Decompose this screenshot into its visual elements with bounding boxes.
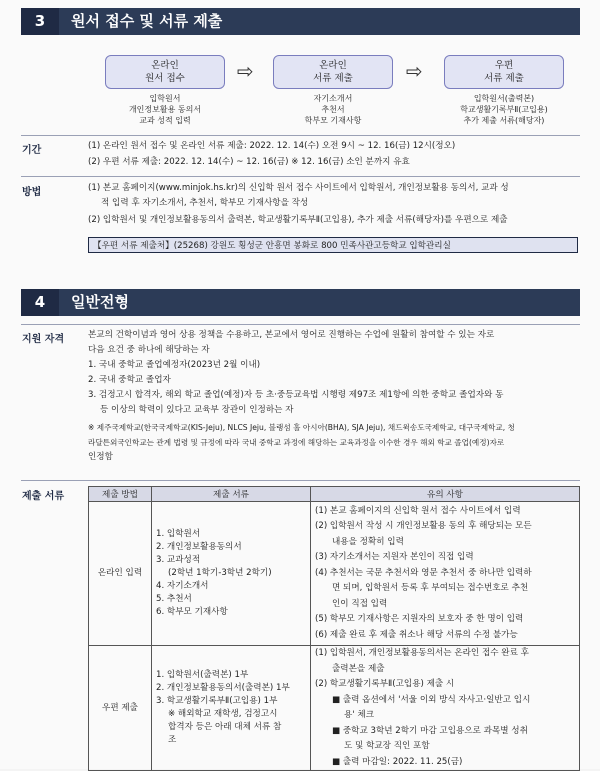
arrow-right-icon: ⇨ — [406, 59, 423, 83]
section-title: 일반전형 — [59, 289, 580, 316]
column-header: 제출 서류 — [152, 487, 311, 502]
section-number: 3 — [21, 8, 59, 35]
period-text: (1) 온라인 원서 접수 및 온라인 서류 제출: 2022. 12. 14(수) 오전 9시 ~ 12. 16(금) 12시(정오) (2) 우편 서류 제출: 2022. 12. 14(수) ~ 12. 16(금) ※ 12. 16(금) 소인 분까지 유효 — [88, 141, 456, 167]
method-cell: 온라인 입력 — [89, 502, 152, 646]
section-3-header — [21, 8, 580, 35]
flow-items: 입학원서 개인정보활용 동의서 교과 성적 입력 — [128, 94, 202, 125]
method-label: 방법 — [22, 187, 42, 198]
flow-step-online-application: 온라인 원서 접수 — [105, 55, 225, 89]
notes-cell: (1) 본교 홈페이지의 신입학 원서 접수 사이트에서 입력 (2) 입학원서 작성 시 개인정보활용 동의 후 해당되는 모든 내용을 정확히 입력 (3) 자기소개서는 지원자 본인이 직접 입력 (4) 추천서는 국문 추천서와 영문 추천서 중 하나만 입력하 면 되며, 입학원서 등록 후 부여되는 접수번호로 추천 인이 직접 입력 (5) 학부모 기재사항은 지원자의 보호자 중 한 명이 입력 (6) 제출 완료 후 제출 취소나 해당 서류의 수정 불가능 — [311, 502, 580, 646]
mail-address-box: 【우편 서류 제출처】(25268) 강원도 횡성군 안흥면 봉화로 800 민족사관고등학교 입학관리실 — [88, 237, 578, 253]
section-title: 원서 접수 및 서류 제출 — [59, 8, 580, 35]
column-header: 제출 방법 — [89, 487, 152, 502]
divider — [21, 176, 580, 177]
flow-items: 자기소개서 추천서 학부모 기재사항 — [304, 94, 362, 125]
table-header-row — [89, 487, 580, 502]
flow-step-mail-documents: 우편 서류 제출 — [444, 55, 564, 89]
notes-cell: (1) 입학원서, 개인정보활용동의서는 온라인 접수 완료 후 출력본을 제출 (2) 학교생활기록부Ⅱ(고입용) 제출 시 ■ 출력 옵션에서 '서울 이외 방식 자사고·일반고 입시 용' 체크 ■ 중학교 3학년 2학기 마감 고입용으로 과목별 성취 도 및 학교장 직인 포함 ■ 출력 마감일: 2022. 11. 25(금) — [311, 646, 580, 771]
column-header: 유의 사항 — [311, 487, 580, 502]
documents-table — [88, 486, 580, 771]
flow-step-online-documents: 온라인 서류 제출 — [273, 55, 393, 89]
table-row — [89, 646, 580, 771]
documents-cell: 1. 입학원서(출력본) 1부 2. 개인정보활용동의서(출력본) 1부 3. 학교생활기록부Ⅱ(고입용) 1부 ※ 해외학교 재학생, 검정고시 합격자 등은 아래 대체 서류 참 조 — [152, 646, 311, 771]
section-4-header — [21, 289, 580, 316]
qualification-label: 지원 자격 — [22, 334, 65, 345]
documents-cell: 1. 입학원서 2. 개인정보활용동의서 3. 교과성적 (2학년 1학기-3학년 2학기) 4. 자기소개서 5. 추천서 6. 학부모 기재사항 — [152, 502, 311, 646]
qualification-text: 본교의 건학이념과 영어 상용 정책을 수용하고, 본교에서 영어로 진행하는 수업에 원활히 참여할 수 있는 자로 다음 요건 중 하나에 해당하는 자 1. 국내 중학교 졸업예정자(2023년 2월 이내) 2. 국내 중학교 졸업자 3. 검정고시 합격자, 해외 학교 졸업(예정)자 등 초·중등교육법 시행령 제97조 제1항에 의한 중학교 졸업자와 동 등 이상의 학력이 있다고 교육부 장관이 인정하는 자 ※ 제주국제학교(한국국제학교(KIS-Jeju), NLCS Jeju, 블랭섬 홀 아시아(BHA), SJA Jeju), 채드윅송도국제학교, 대구국제학교, 청 라달튼외국인학교는 관계 법령 및 규정에 따라 국내 중학교 과정에 해당하는 교육과정을 이수한 경우 해외 학교 졸업(예정)자로 인정함 — [88, 330, 515, 462]
divider — [21, 480, 580, 481]
documents-label: 제출 서류 — [22, 491, 65, 502]
method-cell: 우편 제출 — [89, 646, 152, 771]
method-text: (1) 본교 홈페이지(www.minjok.hs.kr)의 신입학 원서 접수 사이트에서 입학원서, 개인정보활용 동의서, 교과 성 적 입력 후 자기소개서, 추천서, 학부모 기재사항을 작성 (2) 입학원서 및 개인정보활용동의서 출력본, 학교생활기록부Ⅱ(고입용), 추가 제출 서류(해당자)를 우편으로 제출 — [88, 183, 509, 225]
flow-items: 입학원서(출력본) 학교생활기록부Ⅱ(고입용) 추가 제출 서류(해당자) — [460, 94, 548, 125]
arrow-right-icon: ⇨ — [237, 59, 254, 83]
section-number: 4 — [21, 289, 59, 316]
period-label: 기간 — [22, 145, 42, 156]
divider — [21, 324, 580, 325]
table-row — [89, 502, 580, 646]
divider — [21, 135, 580, 136]
